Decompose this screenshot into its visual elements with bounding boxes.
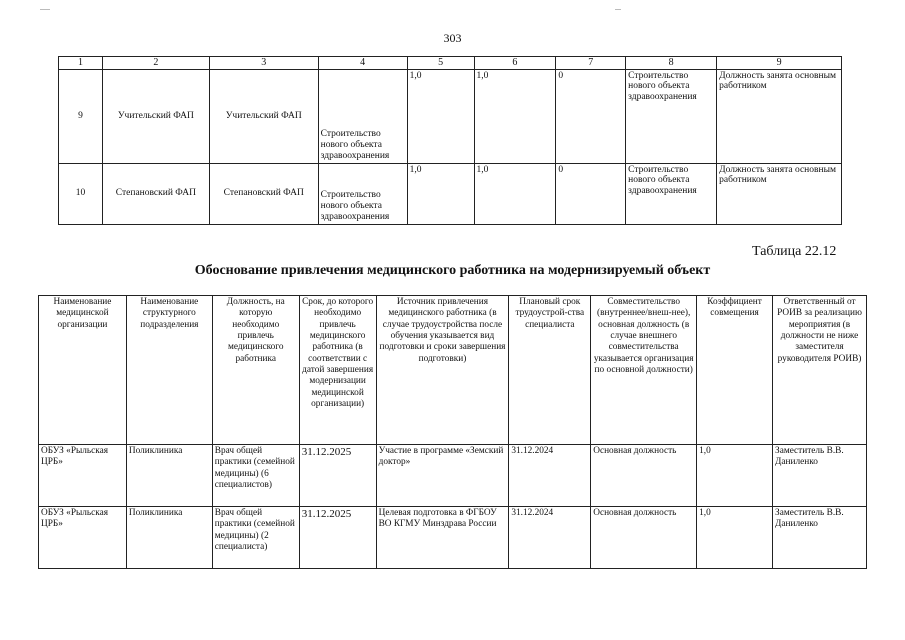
scan-artifact-line — [40, 9, 50, 10]
source: Целевая подготовка в ФГБОУ ВО КГМУ Минздрава России — [376, 507, 509, 569]
position: Врач общей практики (семейной медицины) (6 специалистов) — [212, 445, 299, 507]
table-caption: Таблица 22.12 — [752, 244, 837, 259]
header-cell: Коэффициент совмещения — [697, 296, 773, 445]
cell-text: Строительство нового объекта здравоохранения — [626, 69, 717, 163]
object-type: Строительство нового объекта здравоохранения — [318, 163, 407, 224]
unit: Поликлиника — [126, 445, 212, 507]
unit: Поликлиника — [126, 507, 212, 569]
planned-date: 31.12.2024 — [509, 507, 591, 569]
subdivision-name: Учительский ФАП — [209, 69, 318, 163]
row-number: 10 — [59, 163, 103, 224]
table-row — [59, 163, 842, 224]
position: Врач общей практики (семейной медицины) (2 специалиста) — [212, 507, 299, 569]
cell-value: 0 — [556, 69, 626, 163]
cell-value: 1,0 — [474, 163, 556, 224]
cell-value: 1,0 — [474, 69, 556, 163]
header-cell: Источник привлечения медицинского работника (в случае трудоустройства после обучения указывается вид подготовки и сроки завершения подготовки) — [376, 296, 509, 445]
column-number: 9 — [717, 57, 842, 70]
column-number: 6 — [474, 57, 556, 70]
header-cell: Совместительство (внутреннее/внеш-нее), основная должность (в случае внешнего совместительства указывается организация по основной должности) — [591, 296, 697, 445]
organization: ОБУЗ «Рыльская ЦРБ» — [39, 507, 127, 569]
table-row — [59, 69, 842, 163]
page-number: 303 — [443, 31, 462, 45]
combination: Основная должность — [591, 445, 697, 507]
cell-text: Должность занята основным работником — [717, 163, 842, 224]
header-cell: Срок, до которого необходимо привлечь медицинского работника (в соответствии с датой завершения модернизации медицинской организации) — [299, 296, 376, 445]
header-cell: Наименование структурного подразделения — [126, 296, 212, 445]
column-number: 1 — [59, 57, 103, 70]
column-number: 2 — [102, 57, 209, 70]
deadline: 31.12.2025 — [299, 445, 376, 507]
table-heading: Обоснование привлечения медицинского работника на модернизируемый объект — [194, 263, 711, 278]
combination: Основная должность — [591, 507, 697, 569]
column-number: 8 — [626, 57, 717, 70]
coefficient: 1,0 — [697, 507, 773, 569]
header-cell: Плановый срок трудоустрой-ства специалиста — [509, 296, 591, 445]
table-continuation — [58, 56, 842, 225]
coefficient: 1,0 — [697, 445, 773, 507]
column-number: 7 — [556, 57, 626, 70]
deadline: 31.12.2025 — [299, 507, 376, 569]
column-number: 5 — [407, 57, 474, 70]
facility-name: Учительский ФАП — [102, 69, 209, 163]
responsible: Заместитель В.В. Даниленко — [773, 507, 867, 569]
header-cell: Наименование медицинской организации — [39, 296, 127, 445]
cell-value: 1,0 — [407, 69, 474, 163]
cell-value: 1,0 — [407, 163, 474, 224]
staffing-table — [38, 295, 867, 569]
column-number: 4 — [318, 57, 407, 70]
cell-text: Строительство нового объекта здравоохранения — [626, 163, 717, 224]
row-number: 9 — [59, 69, 103, 163]
table-row — [39, 507, 867, 569]
planned-date: 31.12.2024 — [509, 445, 591, 507]
object-type: Строительство нового объекта здравоохранения — [318, 69, 407, 163]
subdivision-name: Степановский ФАП — [209, 163, 318, 224]
source: Участие в программе «Земский доктор» — [376, 445, 509, 507]
responsible: Заместитель В.В. Даниленко — [773, 445, 867, 507]
header-cell: Должность, на которую необходимо привлечь медицинского работника — [212, 296, 299, 445]
cell-text: Должность занята основным работником — [717, 69, 842, 163]
column-number-row — [59, 57, 842, 70]
header-cell: Ответственный от РОИВ за реализацию мероприятия (в должности не ниже заместителя руководителя РОИВ) — [773, 296, 867, 445]
facility-name: Степановский ФАП — [102, 163, 209, 224]
scan-artifact-line — [615, 9, 621, 10]
table-row — [39, 445, 867, 507]
header-row — [39, 296, 867, 445]
organization: ОБУЗ «Рыльская ЦРБ» — [39, 445, 127, 507]
column-number: 3 — [209, 57, 318, 70]
cell-value: 0 — [556, 163, 626, 224]
